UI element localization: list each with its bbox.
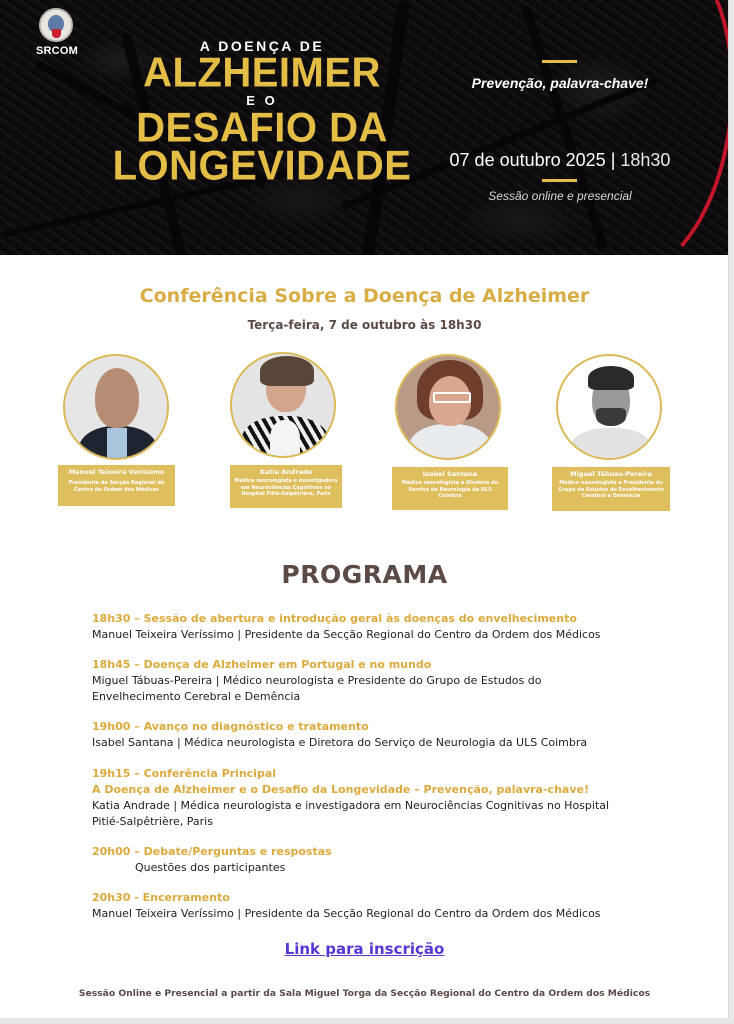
bottom-edge	[0, 1018, 734, 1024]
footer-note: Sessão Online e Presencial a partir da Sala Miguel Torga da Secção Regional do Centro da Ordem dos Médicos	[78, 988, 651, 999]
seal-icon	[39, 8, 73, 42]
gold-divider	[542, 60, 577, 63]
speaker-name: Katia Andrade	[259, 468, 313, 476]
title-line-4: DESAFIO DA	[136, 104, 388, 152]
red-arc-decoration	[528, 0, 729, 255]
program-item-heading: 19h00 – Avanço no diagnóstico e tratamento	[92, 720, 369, 733]
program-item-detail: Manuel Teixeira Veríssimo | Presidente da Secção Regional do Centro da Ordem dos Médicos	[92, 628, 601, 641]
logo-text: SRCOM	[36, 45, 78, 57]
signup-link-container	[0, 940, 729, 958]
srcom-logo	[36, 8, 76, 57]
speaker-photo	[230, 352, 336, 458]
title-line-5: LONGEVIDADE	[112, 142, 412, 190]
speaker-role: Médica neurologista e investigadora em Neurociências Cognitivas no Hospital Pitié-Salpêtrière, Paris	[234, 478, 338, 497]
speaker-role: Médica neurologista e Diretora do Serviço de Neurologia da ULS Coimbra	[401, 480, 499, 499]
event-title	[112, 38, 412, 190]
speaker-card	[552, 467, 670, 511]
speaker-photo	[556, 354, 662, 460]
title-line-3: E O	[246, 93, 278, 108]
hero-banner	[0, 0, 729, 255]
conference-date: Terça-feira, 7 de outubro às 18h30	[247, 318, 482, 332]
program-item	[92, 890, 652, 922]
program-item-detail: Miguel Tábuas-Pereira | Médico neurologista e Presidente do Grupo de Estudos do Envelhecimento Cerebral e Demência	[92, 674, 542, 703]
speaker-name: Miguel Tábuas-Pereira	[570, 470, 652, 478]
speaker-photo	[395, 354, 501, 460]
speaker-photo	[63, 354, 169, 460]
program-item-heading: 20h30 - Encerramento	[92, 891, 230, 904]
conference-title: Conferência Sobre a Doença de Alzheimer	[139, 285, 590, 307]
session-mode: Sessão online e presencial	[488, 189, 632, 203]
title-line-1: A DOENÇA DE	[199, 38, 325, 54]
program-item-detail: Isabel Santana | Médica neurologista e Diretora do Serviço de Neurologia da ULS Coimbra	[92, 736, 588, 749]
speaker-role: Médico neurologista e Presidente do Grupo de Estudos do Envelhecimento Cerebral e Demência	[558, 480, 664, 499]
program-item-detail: Questões dos participantes	[135, 861, 286, 874]
program-item-heading: 18h30 – Sessão de abertura e introdução geral às doenças do envelhecimento	[92, 612, 577, 625]
program-item-heading: 20h00 – Debate/Perguntas e respostas	[92, 845, 332, 858]
program-item	[92, 719, 652, 751]
signup-link[interactable]: Link para inscrição	[284, 940, 445, 958]
program-item	[92, 611, 652, 643]
program-item	[92, 844, 652, 876]
time-text: 18h30	[620, 150, 671, 170]
program-item	[92, 657, 632, 705]
event-date	[446, 150, 674, 171]
speaker-role: Presidente da Secção Regional do Centro da Ordem dos Médicos	[68, 480, 165, 493]
program-item	[92, 766, 632, 830]
program-item-heading: 19h15 – Conferência Principal	[92, 767, 277, 780]
speaker-name: Isabel Santana	[422, 470, 478, 478]
program-item-subheading: A Doença de Alzheimer e o Desafio da Longevidade – Prevenção, palavra-chave!	[92, 783, 589, 796]
speaker-card	[230, 465, 342, 508]
speaker-name: Manuel Teixeira Veríssimo	[68, 468, 165, 476]
program-item-detail: Katia Andrade | Médica neurologista e investigadora em Neurociências Cognitivas no Hospital Pitié-Salpêtrière, Paris	[92, 799, 610, 828]
motto: Prevenção, palavra-chave!	[471, 75, 649, 91]
speaker-card	[58, 465, 175, 506]
date-separator: |	[610, 150, 616, 170]
shield-icon	[52, 29, 61, 38]
gold-divider	[542, 179, 577, 182]
scrollbar[interactable]	[728, 0, 734, 1024]
program-title: PROGRAMA	[281, 560, 448, 589]
program-item-heading: 18h45 – Doença de Alzheimer em Portugal e no mundo	[92, 658, 432, 671]
speaker-card	[392, 467, 508, 510]
program-item-detail: Manuel Teixeira Veríssimo | Presidente da Secção Regional do Centro da Ordem dos Médicos	[92, 907, 601, 920]
date-text: 07 de outubro 2025	[449, 150, 606, 170]
title-line-2: ALZHEIMER	[143, 49, 381, 97]
